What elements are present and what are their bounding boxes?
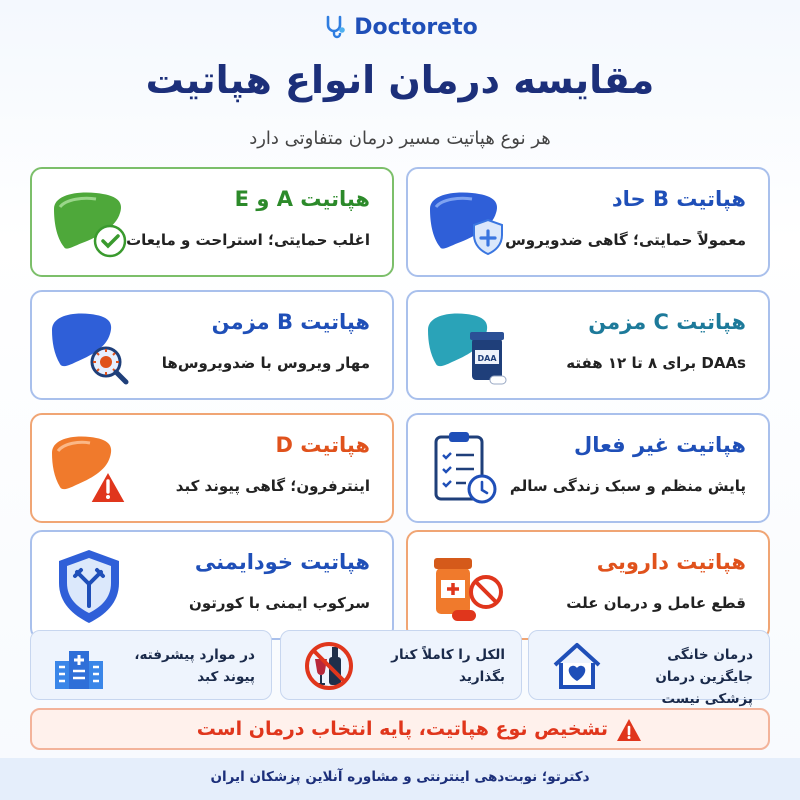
card-title: هپاتیت خودایمنی (194, 550, 370, 574)
pill-bottle-prohibited-icon (422, 544, 508, 630)
card-title: هپاتیت B مزمن (211, 310, 370, 334)
card-desc: معمولاً حمایتی؛ گاهی ضدویروس (505, 231, 746, 249)
card-desc: DAAs برای ۸ تا ۱۲ هفته (566, 354, 746, 372)
liver-virus-magnifier-icon (46, 304, 132, 390)
clipboard-clock-icon (422, 427, 508, 513)
no-alcohol-icon (299, 641, 359, 691)
card-title: هپاتیت A و E (234, 187, 370, 211)
tip-liver-transplant (30, 630, 272, 700)
card-hep-inactive (406, 413, 770, 523)
card-title: هپاتیت دارویی (596, 550, 746, 574)
tip-home-treatment (528, 630, 770, 707)
liver-check-icon (46, 181, 132, 267)
liver-pills-icon (422, 304, 508, 390)
card-title: هپاتیت غیر فعال (573, 433, 746, 457)
liver-shield-icon (422, 181, 508, 267)
alert-text: تشخیص نوع هپاتیت، پایه انتخاب درمان است (196, 718, 608, 740)
alert-banner (30, 708, 770, 750)
card-hep-a-e (30, 167, 394, 277)
card-desc: اینترفرون؛ گاهی پیوند کبد (175, 477, 370, 495)
tip-no-alcohol (280, 630, 522, 700)
card-title: هپاتیت B حاد (611, 187, 746, 211)
brand-name: Doctoreto (354, 14, 478, 40)
card-desc: پایش منظم و سبک زندگی سالم (509, 477, 746, 495)
footer-text: دکترتو؛ نوبت‌دهی اینترنتی و مشاوره آنلاین پزشکان ایران (210, 769, 590, 785)
card-hep-d (30, 413, 394, 523)
page-subtitle: هر نوع هپاتیت مسیر درمان متفاوتی دارد (249, 128, 551, 149)
shield-antibody-icon (46, 544, 132, 630)
house-heart-icon (547, 641, 607, 691)
card-hep-c-chronic (406, 290, 770, 400)
tip-text: درمان خانگی جایگزین درمان پزشکی نیست (655, 647, 753, 707)
brand-logo (0, 14, 800, 40)
svg-text:DAA: DAA (477, 354, 497, 363)
card-title: هپاتیت C مزمن (588, 310, 746, 334)
card-hep-autoimmune (30, 530, 394, 640)
warning-icon (616, 717, 642, 743)
liver-warning-icon (46, 427, 132, 513)
card-hep-b-acute (406, 167, 770, 277)
card-title: هپاتیت D (275, 433, 370, 457)
card-desc: مهار ویروس با ضدویروس‌ها (161, 354, 370, 372)
footer (0, 758, 800, 800)
tip-text: در موارد پیشرفته، پیوند کبد (134, 647, 255, 685)
card-desc: اغلب حمایتی؛ استراحت و مایعات (126, 231, 370, 249)
card-desc: سرکوب ایمنی با کورتون (189, 594, 370, 612)
card-hep-drug (406, 530, 770, 640)
stethoscope-icon (322, 14, 348, 40)
hospital-icon (49, 641, 109, 691)
tip-text: الکل را کاملاً کنار بگذارید (391, 647, 505, 685)
card-desc: قطع عامل و درمان علت (566, 594, 746, 612)
page-title: مقایسه درمان انواع هپاتیت (145, 58, 655, 102)
card-hep-b-chronic (30, 290, 394, 400)
